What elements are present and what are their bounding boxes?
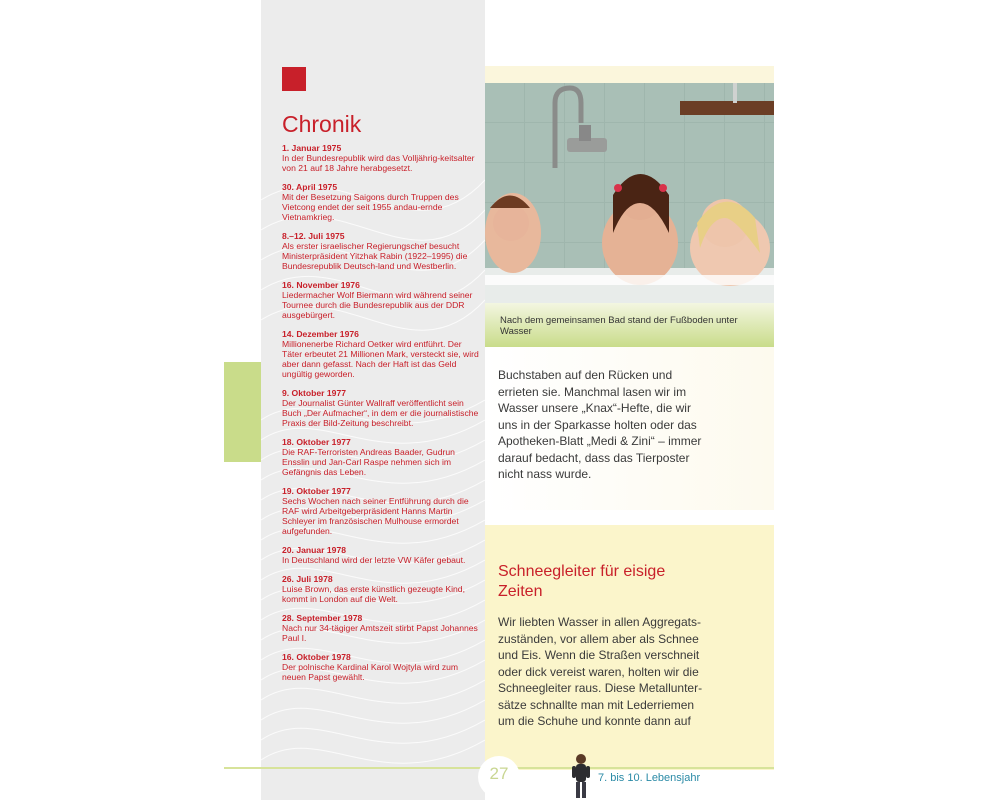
entry-date: 28. September 1978: [282, 613, 363, 623]
entry-text: Als erster israelischer Regierungschef besucht Ministerpräsident Yitzhak Rabin (1922–1995) die Bundesrepublik Deutsch-land und Westberlin.: [282, 241, 468, 271]
article-paragraph-2: Wir liebten Wasser in allen Aggregats-zuständen, vor allem aber als Schnee und Eis. Wenn die Straßen verschneit oder dick vereist waren, holten wir die Schneegleiter raus. Diese Metallunter-sätze schnallte man mit Lederriemen um die Schuhe und konnte dann auf: [498, 615, 703, 728]
entry-date: 9. Oktober 1977: [282, 388, 347, 398]
article-paragraph-1: Buchstaben auf den Rücken und errieten sie. Manchmal lasen wir im Wasser unsere „Knax“-Hefte, die wir uns in der Sparkasse holten oder das Apotheken-Blatt „Medi & Zini“ – immer darauf bedacht, dass das Tierposter nicht nass wurde.: [498, 368, 702, 481]
child-figure-icon: [568, 752, 594, 800]
entry-text: Luise Brown, das erste künstlich gezeugte Kind, kommt in London auf die Welt.: [282, 584, 465, 604]
page-number: 27: [489, 764, 509, 783]
chronik-entry: [282, 182, 480, 222]
chronik-entry: [282, 437, 480, 477]
entry-date: 19. Oktober 1977: [282, 486, 351, 496]
entry-date: 16. November 1976: [282, 280, 360, 290]
chronik-entry: [282, 574, 480, 604]
entry-text: Mit der Besetzung Saigons durch Truppen des Vietcong endet der seit 1955 andau-ernde Vietnamkrieg.: [282, 192, 459, 222]
entry-date: 30. April 1975: [282, 182, 338, 192]
chronik-entry: [282, 652, 480, 682]
entry-date: 20. Januar 1978: [282, 545, 347, 555]
entry-date: 14. Dezember 1976: [282, 329, 359, 339]
chronik-entry: [282, 545, 480, 565]
entry-text: Der Journalist Günter Wallraff veröffentlicht sein Buch „Der Aufmacher“, in dem er die journalistische Praxis der Bild-Zeitung beschreibt.: [282, 398, 479, 428]
chronik-entry: [282, 329, 480, 379]
bathtub-photo: [485, 83, 774, 303]
entry-date: 16. Oktober 1978: [282, 652, 351, 662]
chronik-entry: [282, 231, 480, 271]
entry-date: 1. Januar 1975: [282, 143, 342, 153]
entry-date: 18. Oktober 1977: [282, 437, 351, 447]
photo-caption: Nach dem gemeinsamen Bad stand der Fußboden unter Wasser: [500, 315, 738, 337]
entry-text: Die RAF-Terroristen Andreas Baader, Gudrun Ensslin und Jan-Carl Raspe nehmen sich im Gefängnis das Leben.: [282, 447, 455, 477]
article-heading: Schneegleiter für eisige Zeiten: [498, 563, 666, 600]
entry-text: In der Bundesrepublik wird das Volljährig-keitsalter von 21 auf 18 Jahre herabgesetzt.: [282, 153, 475, 173]
entry-text: In Deutschland wird der letzte VW Käfer gebaut.: [282, 555, 466, 565]
entry-text: Sechs Wochen nach seiner Entführung durch die RAF wird Arbeitgeberpräsident Hanns Martin Schleyer im französischen Mulhouse ermordet aufgefunden.: [282, 496, 469, 536]
entry-text: Der polnische Kardinal Karol Wojtyla wird zum neuen Papst gewählt.: [282, 662, 459, 682]
chronik-entry: [282, 388, 480, 428]
entry-date: 26. Juli 1978: [282, 574, 333, 584]
chronik-list: [282, 143, 480, 691]
chronik-title: Chronik: [282, 111, 362, 137]
chronik-entry: [282, 613, 480, 643]
entry-text: Millionenerbe Richard Oetker wird entführt. Der Täter erbeutet 21 Millionen Mark, versteckt sie, wird aber dann gefasst. Nach der Haft ist das Geld ungültig geworden.: [282, 339, 479, 379]
entry-text: Liedermacher Wolf Biermann wird während seiner Tournee durch die Bundesrepublik aus der DDR ausgebürgert.: [282, 290, 473, 320]
footer-section-label: 7. bis 10. Lebensjahr: [598, 772, 701, 784]
chronik-entry: [282, 280, 480, 320]
chronik-entry: [282, 143, 480, 173]
green-side-tab: [224, 362, 261, 462]
red-square-marker: [282, 67, 306, 91]
entry-text: Nach nur 34-tägiger Amtszeit stirbt Papst Johannes Paul I.: [282, 623, 478, 643]
entry-date: 8.–12. Juli 1975: [282, 231, 345, 241]
chronik-entry: [282, 486, 480, 536]
bathtub-photo-image: [485, 83, 774, 303]
